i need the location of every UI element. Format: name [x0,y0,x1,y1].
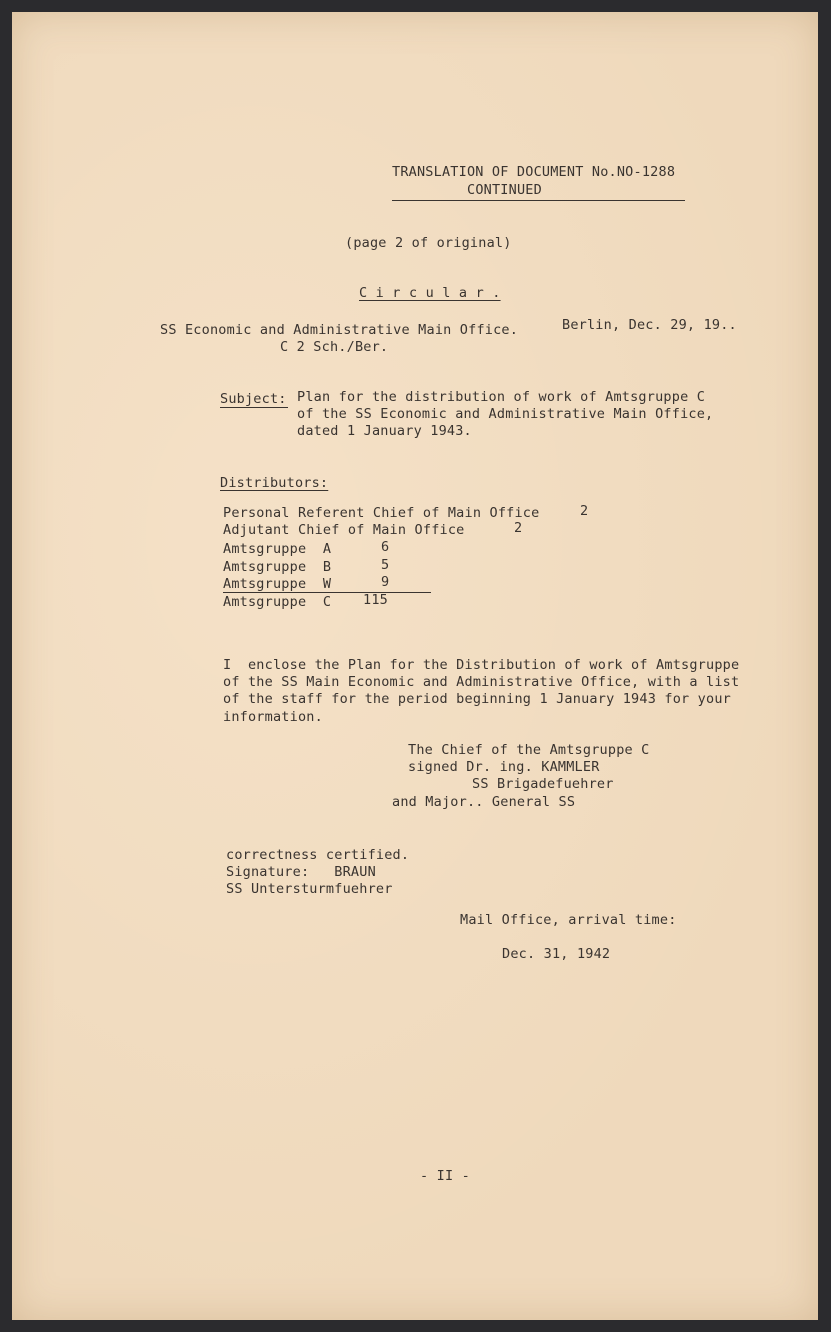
header-line-1: TRANSLATION OF DOCUMENT No.NO-1288 [392,164,676,180]
certification-line-1: correctness certified. [226,847,410,863]
page-number: - II - [420,1168,470,1184]
circular-title: C i r c u l a r . [359,285,501,301]
distributor-name: Amtsgruppe C [223,594,332,610]
distributors-heading: Distributors: [220,475,329,491]
distributor-count: 2 [514,520,523,536]
signature-line-2: signed Dr. ing. KAMMLER [408,759,600,775]
subject-label: Subject: [220,391,287,407]
sender-ref: C 2 Sch./Ber. [280,339,389,355]
subject-label-rule [220,407,288,408]
body-line-1: I enclose the Plan for the Distribution of work of Amtsgruppe [223,657,740,673]
distributor-name: Amtsgruppe A [223,541,332,557]
mail-office-label: Mail Office, arrival time: [460,912,677,928]
subject-line-3: dated 1 January 1943. [297,423,472,439]
sender-place-date: Berlin, Dec. 29, 19.. [562,317,737,333]
body-line-3: of the staff for the period beginning 1 January 1943 for your [223,691,731,707]
page-note: (page 2 of original) [345,235,512,251]
distributor-count: 2 [580,503,589,519]
body-line-4: information. [223,709,323,725]
body-line-2: of the SS Main Economic and Administrative Office, with a list [223,674,740,690]
distributors-total-rule [223,592,431,593]
distributor-count: 115 [363,592,388,608]
distributor-name: Amtsgruppe W [223,576,332,592]
header-rule [392,200,685,201]
distributor-count: 5 [381,557,390,573]
distributor-count: 6 [381,539,390,555]
certification-line-3: SS Untersturmfuehrer [226,881,393,897]
certification-line-2: Signature: BRAUN [226,864,376,880]
signature-line-1: The Chief of the Amtsgruppe C [408,742,650,758]
signature-line-4: and Major.. General SS [392,794,576,810]
subject-line-2: of the SS Economic and Administrative Main Office, [297,406,714,422]
signature-line-3: SS Brigadefuehrer [472,776,614,792]
header-line-2: CONTINUED [467,182,542,198]
distributor-count: 9 [381,574,390,590]
distributor-name: Amtsgruppe B [223,559,332,575]
distributor-name: Personal Referent Chief of Main Office [223,505,540,521]
document-page [12,12,818,1320]
distributor-name: Adjutant Chief of Main Office [223,522,465,538]
mail-office-date: Dec. 31, 1942 [502,946,611,962]
sender-office: SS Economic and Administrative Main Office. [160,322,519,338]
subject-line-1: Plan for the distribution of work of Amtsgruppe C [297,389,706,405]
